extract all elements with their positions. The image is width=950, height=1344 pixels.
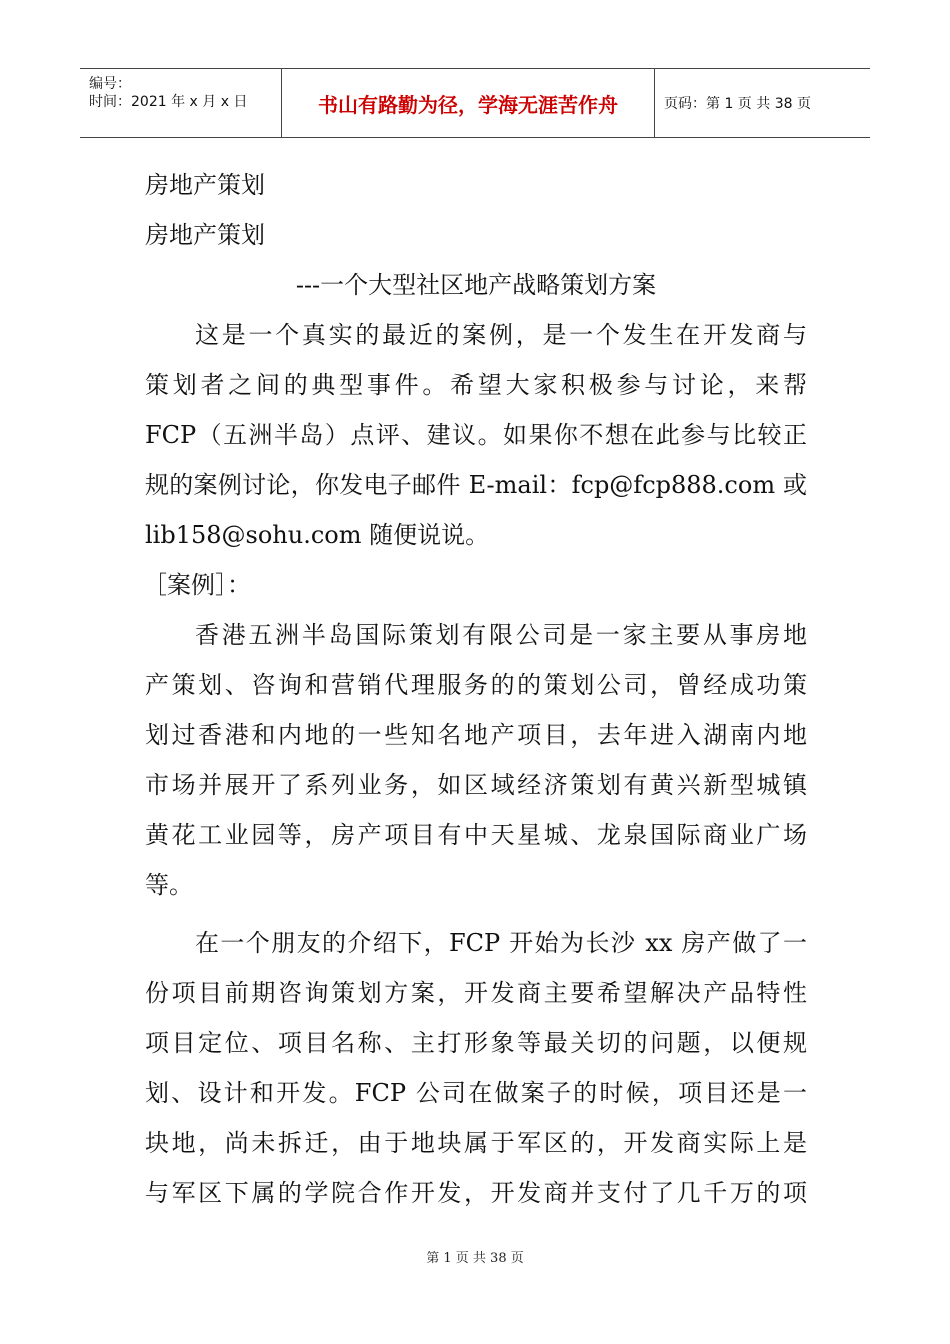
paragraph-line: 香港五洲半岛国际策划有限公司是一家主要从事房地: [195, 621, 807, 649]
header-page-cell: [655, 69, 879, 137]
document-body: [145, 160, 807, 1218]
case-label: ［案例］：: [143, 571, 251, 599]
date-label: 时间：2021 年 x 月 x 日: [89, 94, 248, 110]
paragraph-line: 项目定位、项目名称、主打形象等最关切的问题，以便规: [145, 1029, 807, 1057]
paragraph-line: 等。: [145, 871, 193, 899]
paragraph-line: 策划者之间的典型事件。希望大家积极参与讨论，来帮: [145, 371, 807, 399]
paragraph-line: 份项目前期咨询策划方案，开发商主要希望解决产品特性: [145, 979, 807, 1007]
motto-text: 书山有路勤为径，学海无涯苦作舟: [318, 92, 618, 117]
paragraph-line: 市场并展开了系列业务，如区域经济策划有黄兴新型城镇: [145, 771, 807, 799]
header-info-cell: [80, 69, 282, 137]
paragraph-line: 划过香港和内地的一些知名地产项目，去年进入湖南内地: [145, 721, 807, 749]
paragraph-line: 与军区下属的学院合作开发，开发商并支付了几千万的项: [145, 1179, 807, 1207]
paragraph-line: 这是一个真实的最近的案例，是一个发生在开发商与: [195, 321, 807, 349]
paragraph-line: 规的案例讨论，你发电子邮件 E-mail：fcp@fcp888.com 或: [145, 471, 807, 499]
number-label: 编号：: [89, 76, 131, 92]
paragraph-line: 黄花工业园等，房产项目有中天星城、龙泉国际商业广场: [145, 821, 807, 849]
paragraph-line: 块地，尚未拆迁，由于地块属于军区的，开发商实际上是: [145, 1129, 807, 1157]
doc-title: 房地产策划: [145, 171, 265, 199]
page-footer: 第 1 页 共 38 页: [426, 1251, 524, 1266]
paragraph-line: FCP（五洲半岛）点评、建议。如果你不想在此参与比较正: [145, 421, 807, 449]
project-paragraph: [145, 918, 807, 1218]
doc-title-repeat: 房地产策划: [145, 221, 265, 249]
doc-subtitle: ---一个大型社区地产战略策划方案: [295, 271, 657, 299]
intro-paragraph: [145, 310, 807, 560]
paragraph-line: 划、设计和开发。FCP 公司在做案子的时候，项目还是一: [145, 1079, 807, 1107]
paragraph-line: lib158@sohu.com 随便说说。: [145, 521, 490, 549]
page-label: 页码：第 1 页 共 38 页: [664, 96, 811, 112]
paragraph-line: 在一个朋友的介绍下，FCP 开始为长沙 xx 房产做了一: [195, 929, 807, 957]
header-motto-cell: [282, 69, 655, 137]
company-paragraph: [145, 610, 807, 910]
header-table: [80, 68, 870, 138]
paragraph-line: 产策划、咨询和营销代理服务的的策划公司，曾经成功策: [145, 671, 807, 699]
